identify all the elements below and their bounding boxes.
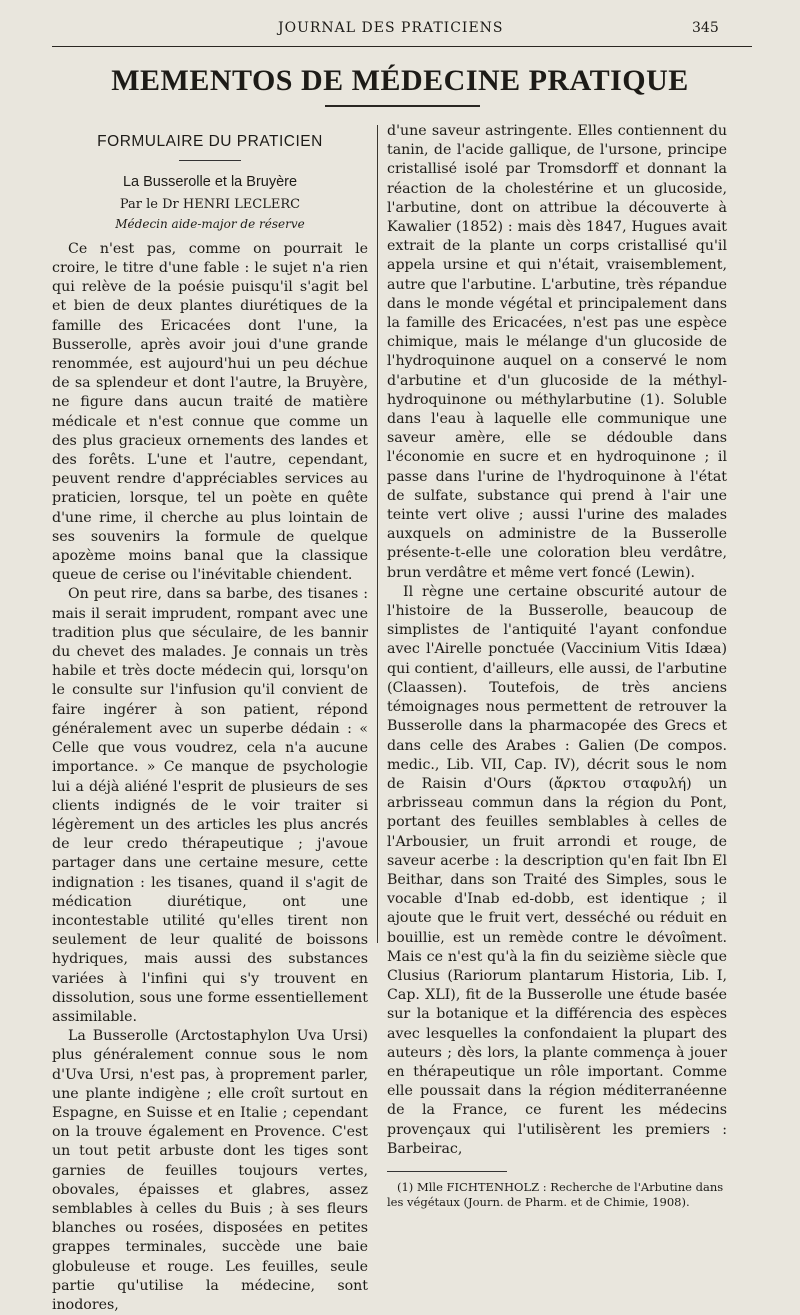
footnote: (1) Mlle FICHTENHOLZ : Recherche de l'Arbutine dans les végétaux (Journ. de Pharm. et de Chimie, 1908).	[387, 1179, 724, 1209]
left-column	[52, 122, 368, 1315]
header-rule	[52, 46, 752, 47]
right-column	[387, 122, 727, 1210]
page-number: 345	[692, 20, 719, 36]
title-underline	[325, 105, 480, 107]
paragraph: La Busserolle (Arctostaphylon Uva Ursi) plus généralement connue sous le nom d'Uva Ursi, n'est pas, à proprement parler, une plante indigène ; elle croît surtout en Espagne, en Suisse et en Italie ; cependant on la trouve également en Provence. C'est un tout petit arbuste dont les tiges sont garnies de feuilles toujours vertes, obovales, épaisses et glabres, assez semblables à celles du Buis ; à ses fleurs blanches ou rosées, disposées en petites grappes terminales, succède une baie globuleuse et rouge. Les feuilles, seule partie qu'utilise la médecine, sont inodores,	[52, 1028, 368, 1313]
article-author: Par le Dr HENRI LECLERC	[119, 197, 301, 213]
paragraph: d'une saveur astringente. Elles contiennent du tanin, de l'acide gallique, de l'ursone, principe cristallisé isolé par Tromsdorff et donnant la réaction de la cholestérine et un glucoside, l'arbutine, dont on attribue la découverte à Kawalier (1852) : mais dès 1847, Hugues avait extrait de la plante un corps cristallisé qu'il appela ursine et qui n'était, vraisemblement, autre que l'arbutine. L'arbutine, très répandue dans le monde végétal et principalement dans la famille des Ericacées, n'est pas une espèce chimique, mais le mélange d'un glucoside de l'hydroquinone auquel on a conservé le nom d'arbutine et d'un glucoside de la méthyl-hydroquinone ou méthylarbutine (1). Soluble dans l'eau à laquelle elle communique une saveur amère, elle se dédouble dans l'économie en sucre et en hydroquinone ; il passe dans l'urine de l'hydroquinone à l'état de sulfate, substance qui prend à l'air une teinte vert olive ; aussi l'urine des malades auxquels on administre de la Busserolle présente-t-elle une coloration bleu verdâtre, brun verdâtre et même vert foncé (Lewin).	[387, 123, 727, 581]
paragraph: Il règne une certaine obscurité autour de l'histoire de la Busserolle, beaucoup de simplistes de l'antiquité l'ayant confondue avec l'Airelle ponctuée (Vaccinium Vitis Idæa) qui contient, d'ailleurs, elle aussi, de l'arbutine (Claassen). Toutefois, de très anciens témoignages nous permettent de retrouver la Busserolle dans la pharmacopée des Grecs et dans celle des Arabes : Galien (De compos. medic., Lib. VII, Cap. IV), décrit sous le nom de Raisin d'Ours (ἄρκτου σταφυλή) un arbrisseau commun dans la région du Pont, portant des feuilles semblables à celles de l'Arbousier, un fruit arrondi et rouge, de saveur acerbe : la description qu'en fait Ibn El Beithar, dans son Traité des Simples, sous le vocable d'Inab ed-dobb, est identique ; il ajoute que le fruit vert, desséché ou réduit en bouillie, est un remède contre le dévoîment. Mais ce n'est qu'à la fin du seizième siècle que Clusius (Rariorum plantarum Historia, Lib. I, Cap. XLI), fit de la Busserolle une étude basée sur la botanique et la différencia des espèces avec lesquelles la confondaient la plupart des auteurs ; dès lors, la plante commença à jouer en thérapeutique un rôle important. Comme elle poussait dans la région méditerranéenne de la France, ce furent les médecins provençaux qui l'utilisèrent les premiers : Barbeirac,	[387, 583, 727, 1157]
page-title: MEMENTOS DE MÉDECINE PRATIQUE	[111, 64, 689, 97]
author-role: Médecin aide-major de réserve	[115, 216, 305, 231]
paragraph: Ce n'est pas, comme on pourrait le croire, le titre d'une fable : le sujet n'a rien qui relève de la poésie puisqu'il s'agit bel et bien de deux plantes diurétiques de la famille des Ericacées dont l'une, la Busserolle, après avoir joui d'une grande renommée, est aujourd'hui un peu déchue de sa splendeur et dont l'autre, la Bruyère, ne figure dans aucun traité de matière médicale et n'est connue que comme un des plus gracieux ornements des landes et des forêts. L'une et l'autre, cependant, peuvent rendre d'appréciables services au praticien, lorsque, tel un poète en quête d'une rime, il cherche au plus lointain de ses souvenirs la formule de quelque apozème moins banal que la classique queue de cerise ou l'inévitable chiendent.	[52, 240, 368, 584]
column-separator	[377, 125, 378, 943]
article-title: La Busserolle et la Bruyère	[122, 174, 298, 191]
footnote-rule	[387, 1171, 507, 1172]
running-header	[0, 20, 800, 42]
section-divider	[179, 160, 241, 161]
section-title: FORMULAIRE DU PRATICIEN	[97, 133, 323, 150]
journal-name: JOURNAL DES PRATICIENS	[278, 20, 504, 36]
paragraph: On peut rire, dans sa barbe, des tisanes : mais il serait imprudent, rompant avec une tradition plus que séculaire, de les bannir du chevet des malades. Je connais un très habile et très docte médecin qui, lorsqu'on le consulte sur l'infusion qu'il convient de faire ingérer à son patient, répond généralement avec un superbe dédain : « Celle que vous voudrez, cela n'a aucune importance. » Ce manque de psychologie lui a déjà aliéné l'esprit de plusieurs de ses clients indignés de le voir traiter si légèrement un des articles les plus ancrés de leur credo thérapeutique ; j'avoue partager dans une certaine mesure, cette indignation : les tisanes, quand il s'agit de médication diurétique, ont une incontestable utilité qu'elles tirent non seulement de leur qualité de boissons hydriques, mais aussi des substances variées à l'infini qui s'y trouvent en dissolution, sous une forme essentiellement assimilable.	[52, 586, 368, 1025]
